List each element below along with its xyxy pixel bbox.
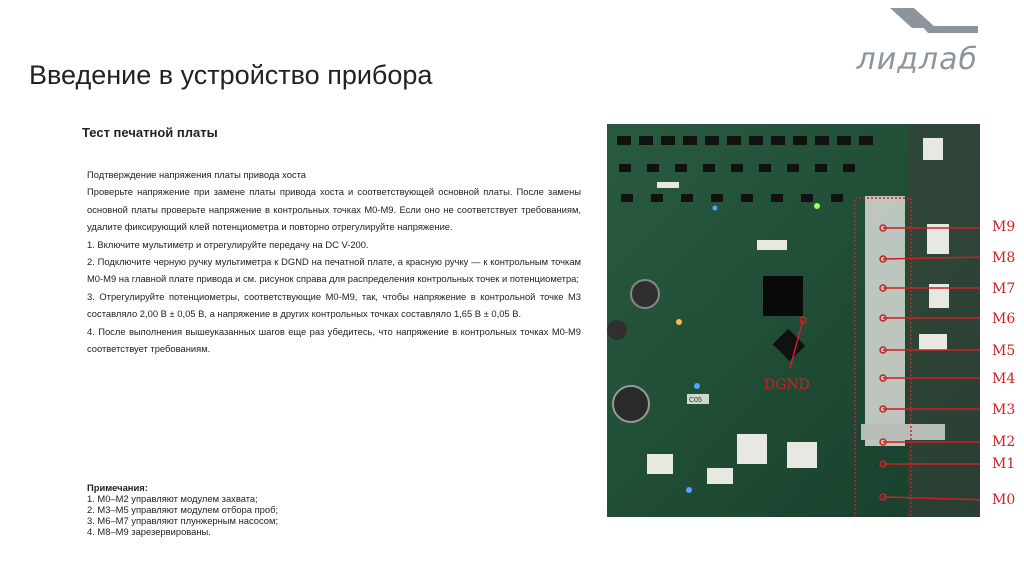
test-point-m6: M6 — [992, 311, 1016, 327]
test-point-m8: M8 — [992, 250, 1016, 266]
test-point-m3: M3 — [992, 402, 1016, 418]
notes-heading: Примечания: — [87, 482, 148, 493]
test-point-m4: M4 — [992, 371, 1016, 387]
notes-block — [87, 482, 278, 537]
dgnd-label: DGND — [764, 377, 810, 393]
test-point-m9: M9 — [992, 219, 1016, 235]
paragraph: Проверьте напряжение при замене платы привода хоста и соответствующей основной платы. После замены основной платы проверьте напряжение в контрольных точках M0-M9. Если оно не соответствует требованиям, удалите фиксирующий клей потенциометра и повторно отрегулируйте напряжение. — [87, 186, 581, 233]
page-title: Введение в устройство прибора — [29, 60, 433, 90]
instructions-text — [87, 166, 581, 357]
test-point-m5: M5 — [992, 343, 1016, 359]
test-point-m0: M0 — [992, 492, 1016, 508]
note-item: 4. M8–M9 зарезервированы. — [87, 526, 211, 537]
logo-mark-icon — [870, 6, 980, 46]
note-item: 2. M3–M5 управляют модулем отбора проб; — [87, 504, 279, 515]
note-item: 3. M6–M7 управляют плунжерным насосом; — [87, 515, 279, 526]
pcb-photo — [607, 124, 980, 517]
paragraph: 2. Подключите черную ручку мультиметра к DGND на печатной плате, а красную ручку — к контрольным точкам M0-M9 на главной плате привода и см. рисунок справа для распределения контрольных точек и потенциометра; — [87, 256, 581, 285]
test-point-m7: M7 — [992, 281, 1016, 297]
section-subtitle: Тест печатной платы — [82, 125, 218, 140]
board-marking: C05 — [689, 397, 702, 404]
note-item: 1. M0–M2 управляют модулем захвата; — [87, 493, 258, 504]
paragraph: 3. Отрегулируйте потенциометры, соответствующие M0-M9, так, чтобы напряжение в контрольной точке M3 составляло 2,00 В ± 0,05 В, а напряжение в других контрольных точках составляло 1,65 В ± 0,05 В. — [87, 290, 581, 320]
pcb-image — [607, 124, 980, 517]
paragraph: Подтверждение напряжения платы привода хоста — [87, 169, 307, 180]
test-point-m1: M1 — [992, 456, 1016, 472]
paragraph: 4. После выполнения вышеуказанных шагов еще раз убедитесь, что напряжение в контрольных точках M0-M9 соответствует требованиям. — [87, 325, 581, 355]
paragraph: 1. Включите мультиметр и отрегулируйте передачу на DC V-200. — [87, 238, 369, 250]
company-logo — [856, 6, 980, 80]
logo-wordmark: лидлаб — [856, 42, 978, 77]
test-point-m2: M2 — [992, 434, 1016, 450]
